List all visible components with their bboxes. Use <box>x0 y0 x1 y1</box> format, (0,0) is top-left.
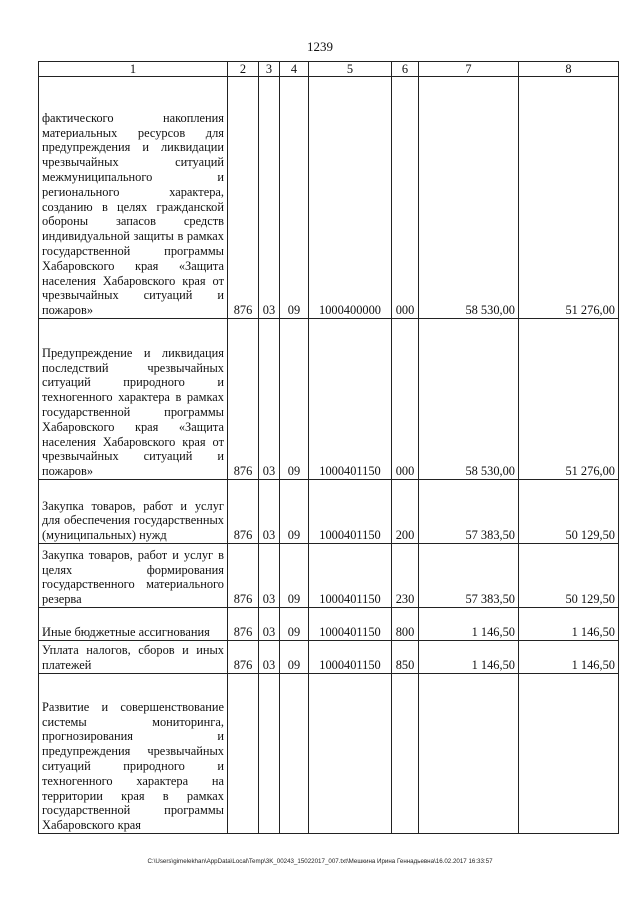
cell-target-article: 1000401150 <box>309 319 392 480</box>
cell-subsection: 09 <box>280 641 309 674</box>
header-cell: 7 <box>419 62 519 77</box>
cell-section: 03 <box>259 641 280 674</box>
cell-amount-1: 57 383,50 <box>419 544 519 608</box>
cell-subsection <box>280 674 309 834</box>
cell-amount-2: 50 129,50 <box>519 544 619 608</box>
cell-section: 03 <box>259 544 280 608</box>
cell-expense-type: 800 <box>392 608 419 641</box>
cell-amount-2: 51 276,00 <box>519 77 619 319</box>
cell-amount-1: 1 146,50 <box>419 608 519 641</box>
header-cell: 8 <box>519 62 619 77</box>
cell-ministry <box>228 674 259 834</box>
cell-amount-1: 58 530,00 <box>419 77 519 319</box>
cell-subsection: 09 <box>280 544 309 608</box>
header-cell: 1 <box>39 62 228 77</box>
cell-amount-1: 58 530,00 <box>419 319 519 480</box>
row-description: Закупка товаров, работ и услуг для обеспечения государственных (муниципальных) нужд <box>39 480 228 544</box>
cell-target-article: 1000401150 <box>309 480 392 544</box>
cell-ministry: 876 <box>228 544 259 608</box>
cell-amount-2 <box>519 674 619 834</box>
cell-amount-2: 50 129,50 <box>519 480 619 544</box>
header-cell: 3 <box>259 62 280 77</box>
table-row <box>39 480 619 544</box>
row-description: Закупка товаров, работ и услуг в целях формирования государственного материального резерва <box>39 544 228 608</box>
header-row <box>39 62 619 77</box>
header-cell: 2 <box>228 62 259 77</box>
cell-subsection: 09 <box>280 608 309 641</box>
cell-target-article: 1000401150 <box>309 544 392 608</box>
cell-ministry: 876 <box>228 641 259 674</box>
table-row <box>39 674 619 834</box>
cell-target-article: 1000400000 <box>309 77 392 319</box>
cell-expense-type <box>392 674 419 834</box>
cell-target-article: 1000401150 <box>309 608 392 641</box>
cell-target-article <box>309 674 392 834</box>
cell-amount-1 <box>419 674 519 834</box>
cell-subsection: 09 <box>280 77 309 319</box>
cell-expense-type: 000 <box>392 319 419 480</box>
cell-expense-type: 850 <box>392 641 419 674</box>
cell-expense-type: 000 <box>392 77 419 319</box>
row-description: Уплата налогов, сборов и иных платежей <box>39 641 228 674</box>
cell-target-article: 1000401150 <box>309 641 392 674</box>
cell-expense-type: 200 <box>392 480 419 544</box>
cell-section <box>259 674 280 834</box>
file-path-footer: C:\Users\gimelekhan\AppData\Local\Temp\3K_00243_15022017_007.txt\Мешкина Ирина Геннадьевна\16.02.2017 16:33:57 <box>147 858 493 865</box>
cell-section: 03 <box>259 319 280 480</box>
cell-ministry: 876 <box>228 77 259 319</box>
cell-section: 03 <box>259 77 280 319</box>
table-row <box>39 77 619 319</box>
row-description: Предупреждение и ликвидация последствий чрезвычайных ситуаций природного и техногенного характера в рамках государственной программы Хабаровского края «Защита населения Хабаровского края от чрезвычайных ситуаций и пожаров» <box>39 319 228 480</box>
cell-amount-1: 57 383,50 <box>419 480 519 544</box>
cell-subsection: 09 <box>280 480 309 544</box>
page-number: 1239 <box>307 39 333 54</box>
cell-section: 03 <box>259 480 280 544</box>
table-row <box>39 319 619 480</box>
cell-section: 03 <box>259 608 280 641</box>
cell-ministry: 876 <box>228 608 259 641</box>
cell-subsection: 09 <box>280 319 309 480</box>
cell-amount-2: 51 276,00 <box>519 319 619 480</box>
cell-expense-type: 230 <box>392 544 419 608</box>
table-row <box>39 608 619 641</box>
cell-amount-2: 1 146,50 <box>519 608 619 641</box>
cell-ministry: 876 <box>228 319 259 480</box>
row-description: Иные бюджетные ассигнования <box>39 608 228 641</box>
cell-amount-2: 1 146,50 <box>519 641 619 674</box>
cell-amount-1: 1 146,50 <box>419 641 519 674</box>
row-description: Развитие и совершенствование системы мониторинга, прогнозирования и предупреждения чрезвычайных ситуаций природного и техногенного характера на территории края в рамках государственной программы Хабаровского края <box>39 674 228 834</box>
table-row <box>39 641 619 674</box>
header-cell: 5 <box>309 62 392 77</box>
header-cell: 4 <box>280 62 309 77</box>
row-description: фактического накопления материальных ресурсов для предупреждения и ликвидации чрезвычайных ситуаций межмуниципального и регионального характера, созданию в целях гражданской обороны запасов средств индивидуальной защиты в рамках государственной программы Хабаровского края «Защита населения Хабаровского края от чрезвычайных ситуаций и пожаров» <box>39 77 228 319</box>
cell-ministry: 876 <box>228 480 259 544</box>
budget-table <box>38 61 619 834</box>
table-row <box>39 544 619 608</box>
header-cell: 6 <box>392 62 419 77</box>
